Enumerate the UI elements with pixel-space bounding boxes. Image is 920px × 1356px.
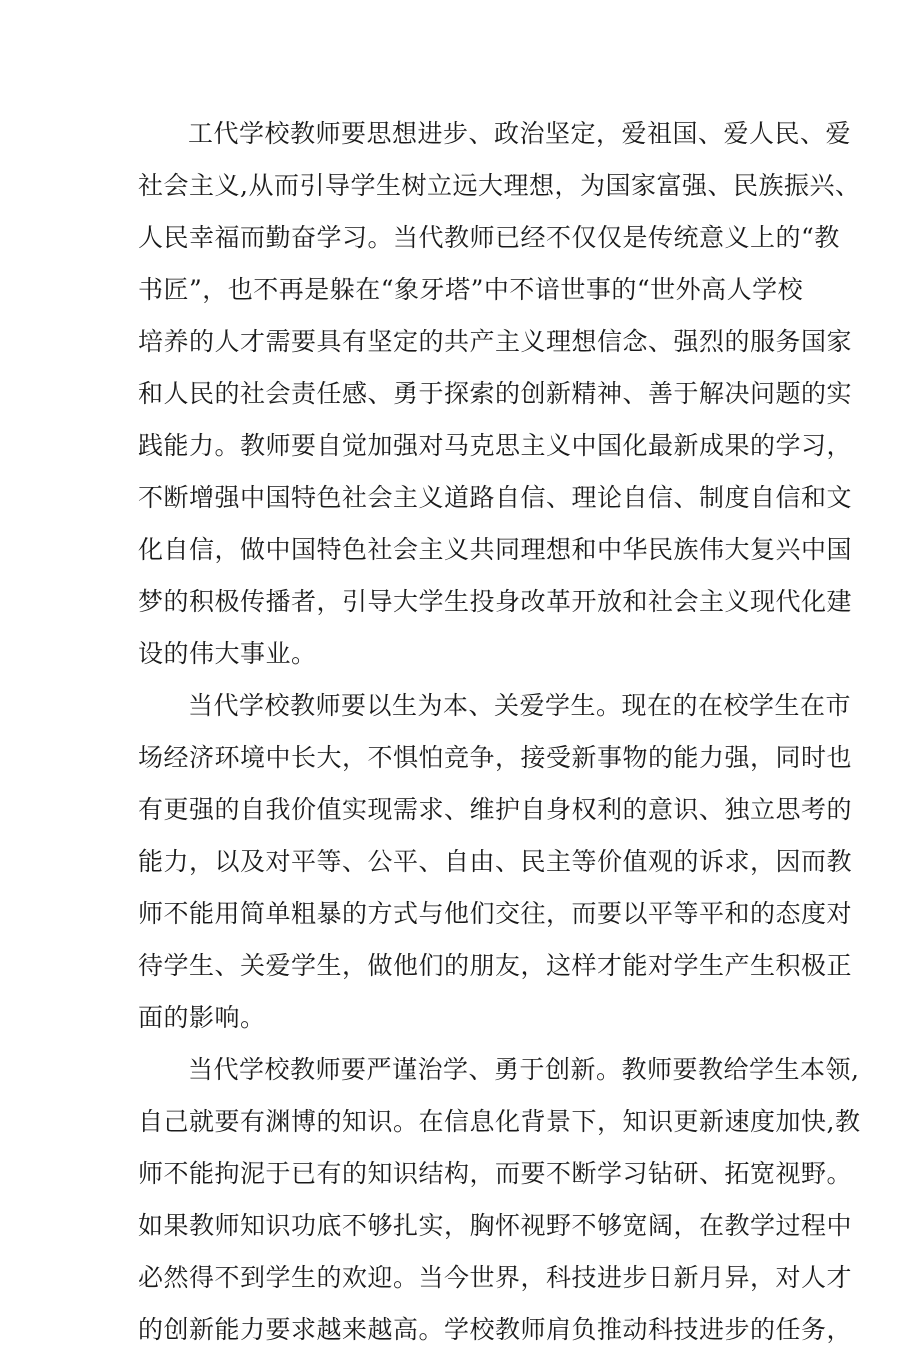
paragraph-2 xyxy=(138,680,853,1044)
paragraph-1 xyxy=(138,108,861,680)
text-line: 社会主义,从而引导学生树立远大理想，为国家富强、民族振兴、 xyxy=(138,171,861,200)
text-line: 梦的积极传播者，引导大学生投身改革开放和社会主义现代化建 xyxy=(138,587,853,616)
text-line: 化自信，做中国特色社会主义共同理想和中华民族伟大复兴中国 xyxy=(138,535,853,564)
text-line: 设的伟大事业。 xyxy=(138,639,317,668)
document-body xyxy=(138,108,861,1356)
text-line: 不断增强中国特色社会主义道路自信、理论自信、制度自信和文 xyxy=(138,483,853,512)
text-line: 培养的人才需要具有坚定的共产主义理想信念、强烈的服务国家 xyxy=(138,327,853,356)
paragraph-3 xyxy=(138,1044,861,1356)
text-line: 书匠”，也不再是躲在“象牙塔”中不谙世事的“世外高人学校 xyxy=(138,275,804,304)
text-line: 师不能用简单粗暴的方式与他们交往，而要以平等平和的态度对 xyxy=(138,899,853,928)
text-line: 当代学校教师要严谨治学、勇于创新。教师要教给学生本领, xyxy=(188,1055,860,1084)
text-line: 的创新能力要求越来越高。学校教师肩负推动科技进步的任务， xyxy=(138,1315,853,1344)
text-line: 人民幸福而勤奋学习。当代教师已经不仅仅是传统意义上的“教 xyxy=(138,223,840,252)
text-line: 践能力。教师要自觉加强对马克思主义中国化最新成果的学习， xyxy=(138,431,853,460)
text-line: 面的影响。 xyxy=(138,1003,266,1032)
text-line: 工代学校教师要思想进步、政治坚定，爱祖国、爱人民、爱 xyxy=(188,119,852,148)
text-line: 自己就要有渊博的知识。在信息化背景下，知识更新速度加快,教 xyxy=(138,1107,861,1136)
text-line: 师不能拘泥于已有的知识结构，而要不断学习钻研、拓宽视野。 xyxy=(138,1159,853,1188)
text-line: 待学生、关爱学生，做他们的朋友，这样才能对学生产生积极正 xyxy=(138,951,853,980)
text-line: 当代学校教师要以生为本、关爱学生。现在的在校学生在市 xyxy=(188,691,852,720)
text-line: 和人民的社会责任感、勇于探索的创新精神、善于解决问题的实 xyxy=(138,379,853,408)
text-line: 场经济环境中长大，不惧怕竞争，接受新事物的能力强，同时也 xyxy=(138,743,853,772)
text-line: 必然得不到学生的欢迎。当今世界，科技进步日新月异，对人才 xyxy=(138,1263,853,1292)
text-line: 有更强的自我价值实现需求、维护自身权利的意识、独立思考的 xyxy=(138,795,853,824)
text-line: 能力，以及对平等、公平、自由、民主等价值观的诉求，因而教 xyxy=(138,847,853,876)
text-line: 如果教师知识功底不够扎实，胸怀视野不够宽阔，在教学过程中 xyxy=(138,1211,853,1240)
